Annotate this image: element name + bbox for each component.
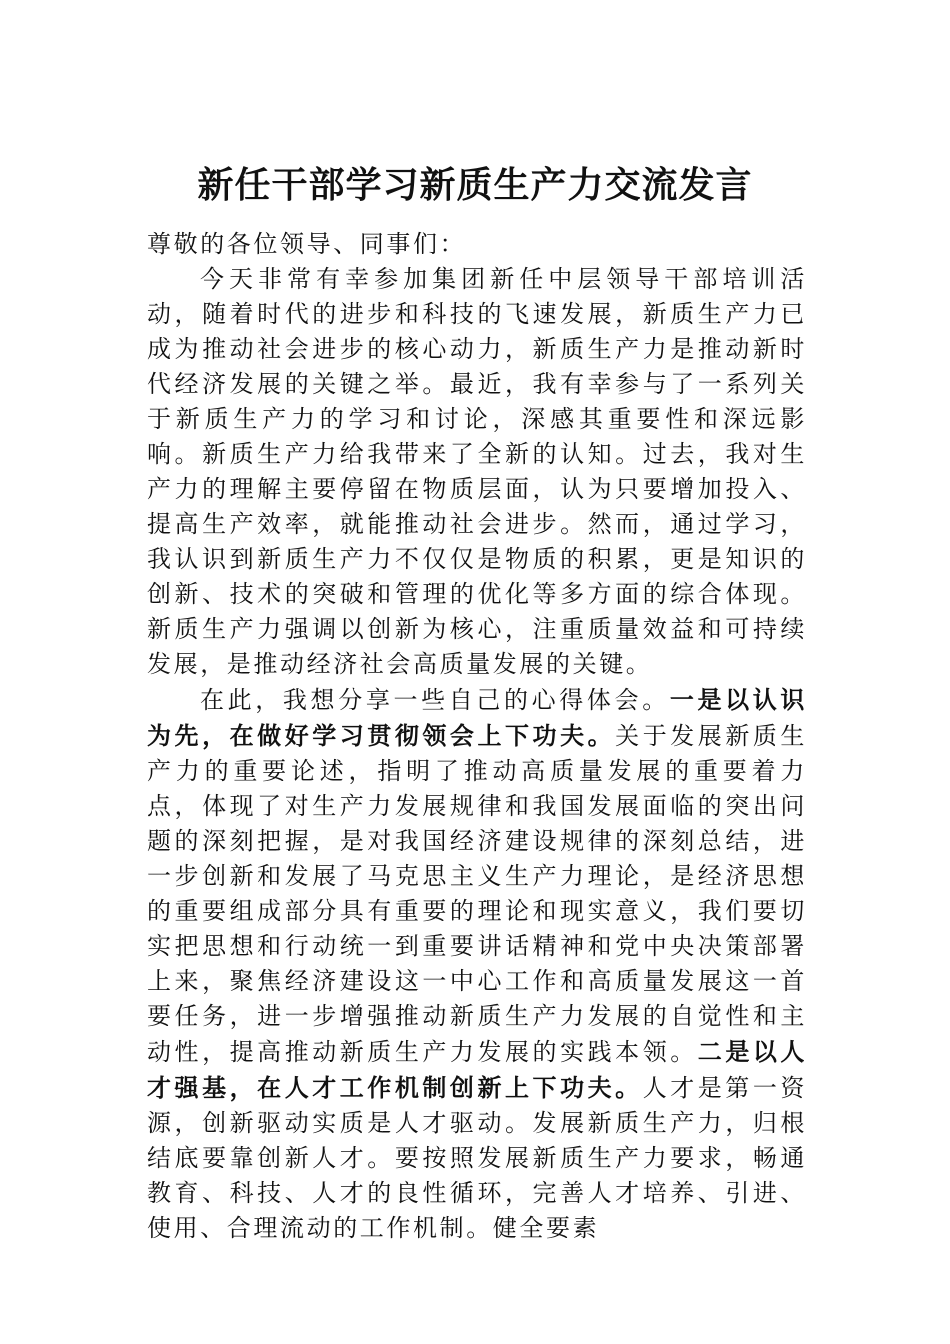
point-one-heading: 一是以认识为先，在做好学习贯彻领会上下功夫。 (147, 685, 807, 750)
paragraph-intro: 今天非常有幸参加集团新任中层领导干部培训活动，随着时代的进步和科技的飞速发展，新质生产力已成为推动社会进步的核心动力，新质生产力是推动新时代经济发展的关键之举。最近，我有幸参与了一系列关于新质生产力的学习和讨论，深感其重要性和深远影响。新质生产力给我带来了全新的认知。过去，我对生产力的理解主要停留在物质层面，认为只要增加投入、提高生产效率，就能推动社会进步。然而，通过学习，我认识到新质生产力不仅仅是物质的积累，更是知识的创新、技术的突破和管理的优化等多方面的综合体现。新质生产力强调以创新为核心，注重质量效益和可持续发展，是推动经济社会高质量发展的关键。 (147, 265, 807, 678)
paragraph-points (147, 682, 807, 1246)
point-two-heading: 二是以人才强基，在人才工作机制创新上下功夫。 (147, 1037, 807, 1102)
document-body (147, 227, 807, 1246)
point-two-text: 人才是第一资源，创新驱动实质是人才驱动。发展新质生产力，归根结底要靠创新人才。要按照发展新质生产力要求，畅通教育、科技、人才的良性循环，完善人才培养、引进、使用、合理流动的工作机制。健全要素 (147, 1074, 807, 1242)
salutation: 尊敬的各位领导、同事们： (147, 230, 467, 258)
paragraph-lead-in: 在此，我想分享一些自己的心得体会。 (200, 686, 670, 714)
point-one-text: 关于发展新质生产力的重要论述，指明了推动高质量发展的重要着力点，体现了对生产力发展规律和我国发展面临的突出问题的深刻把握，是对我国经济建设规律的深刻总结，进一步创新和发展了马克思主义生产力理论，是经济思想的重要组成部分具有重要的理论和现实意义，我们要切实把思想和行动统一到重要讲话精神和党中央决策部署上来，聚焦经济建设这一中心工作和高质量发展这一首要任务，进一步增强推动新质生产力发展的自觉性和主动性，提高推动新质生产力发展的实践本领。 (147, 722, 808, 1066)
document-title: 新任干部学习新质生产力交流发言 (197, 164, 753, 206)
